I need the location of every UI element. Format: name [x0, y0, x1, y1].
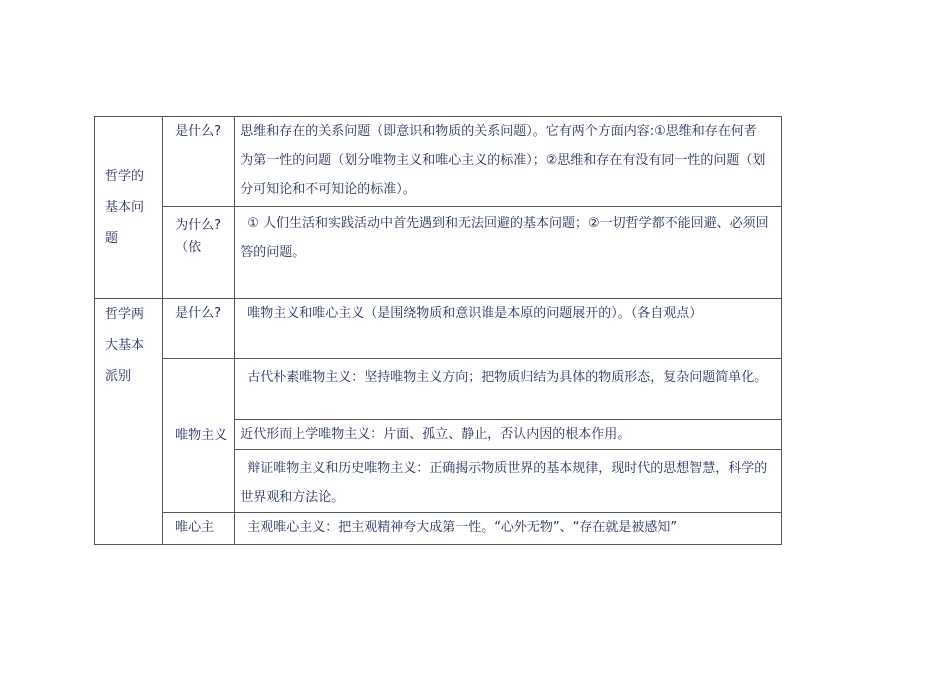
row-label: 是什么? — [163, 299, 235, 359]
row-content: 唯物主义和唯心主义（是围绕物质和意识谁是本原的问题展开的）。（各自观点） — [235, 299, 782, 359]
table-row — [95, 207, 782, 299]
materialism-item-text: 古代朴素唯物主义：坚持唯物主义方向；把物质归结为具体的物质形态，复杂问题简单化。 — [247, 370, 768, 385]
row-content: 思维和存在的关系问题（即意识和物质的关系问题）。它有两个方面内容:①思维和存在何者为第一性的问题（划分唯物主义和唯心主义的标准）；②思维和存在有没有同一性的问题（划分可知论和不可知论的标准）。 — [235, 117, 782, 207]
materialism-item-text: 辩证唯物主义和历史唯物主义：正确揭示物质世界的基本规律，现时代的思想智慧，科学的世界观和方法论。 — [240, 461, 768, 505]
idealism-label: 唯心主 — [163, 513, 235, 545]
materialism-item: 近代形而上学唯物主义：片面、孤立、静止，否认内因的根本作用。 — [235, 420, 782, 450]
philosophy-table — [94, 116, 782, 545]
row-content — [235, 207, 782, 299]
table-row — [95, 299, 782, 359]
table-row — [95, 513, 782, 545]
table-row — [95, 359, 782, 420]
idealism-item: 主观唯心主义：把主观精神夸大成第一性。“心外无物”、“存在就是被感知” — [235, 513, 782, 545]
row-label: 是什么? — [163, 117, 235, 207]
table-row — [95, 117, 782, 207]
row-label: 为什么?（依 — [163, 207, 235, 299]
row-content-text: ① 人们生活和实践活动中首先遇到和无法回避的基本问题；②一切哲学都不能回避、必须回答的问题。 — [240, 216, 769, 260]
section-heading: 哲学两大基本派别 — [95, 299, 163, 545]
materialism-item — [235, 450, 782, 513]
materialism-item — [235, 359, 782, 420]
materialism-label: 唯物主义 — [163, 359, 235, 513]
section-heading: 哲学的基本问题 — [95, 117, 163, 299]
